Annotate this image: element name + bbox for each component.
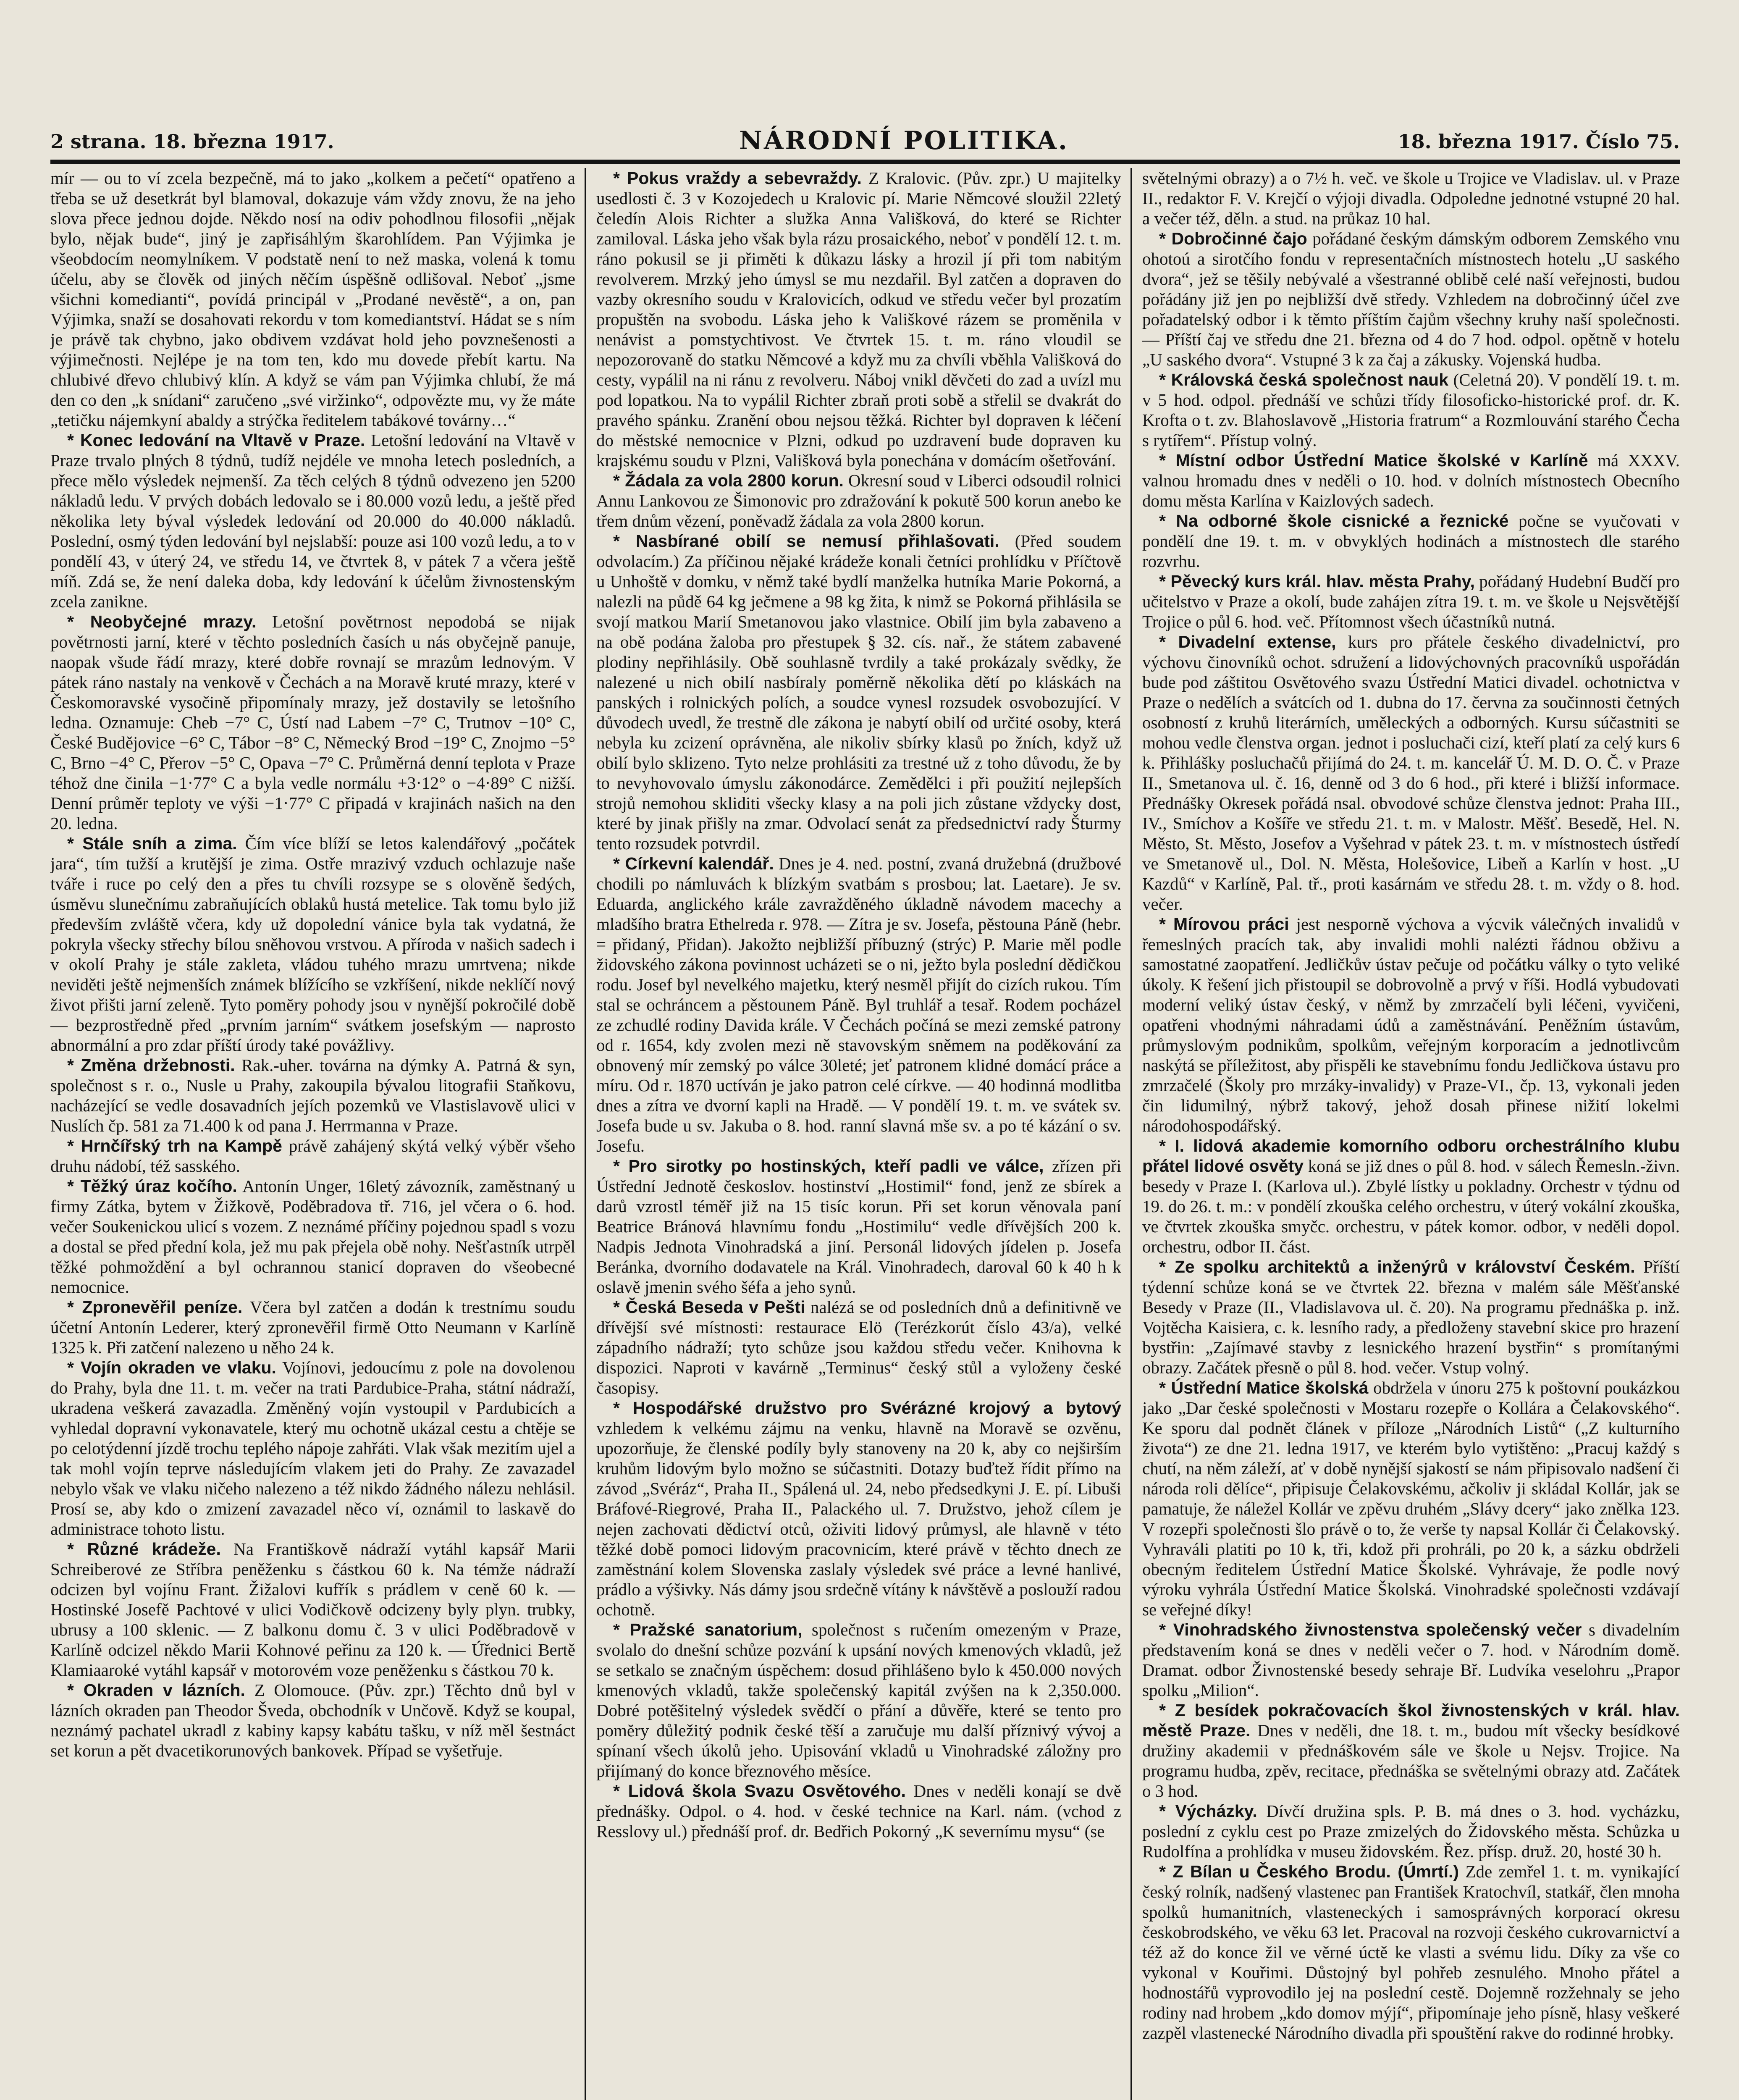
news-body: Z Kralovic. (Pův. zpr.) U majitelky usedlosti č. 3 v Kozojedech u Kralovic pí. Marie Němcové sloužil 22letý čeledín Alois Richter a služka Anna Vališková, do které se Richter zamiloval. Láska jeho však byla rázu prosaického, neboť v pondělí 12. t. m. ráno pokusil se ji přiměti k důkazu lásky a hrozil jí při tom nabitým revolverem. Mrzký jeho úmysl se mu nezdařil. Byl zatčen a dopraven do vazby okresního soudu v Kralovicích, odkud ve středu večer byl prozatím propuštěn na svobodu. Láska jeho k Vališkové rázem se proměnila v nenávist a pomstychtivost. Ve čtvrtek 15. t. m. ráno vloudil se nepozorovaně do statku Němcové a když mu za chvíli vběhla Vališková do cesty, vypálil na ni ránu z revolveru. Náboj vnikl děvčeti do zad a uvízl mu pod lopatkou. Na to vypálil Richter zbraň proti sobě a střelil se dvakrát do pravého spánku. Zranění obou nejsou těžká. Richter byl dopraven k léčení do městské nemocnice v Plzni, odkud po uzdravení bude dopraven ku krajskému soudu v Plzni, Vališková byla ponechána v domácím ošetřování. — [596, 168, 1121, 470]
news-headline: * Zpronevěřil peníze. — [67, 1297, 243, 1317]
news-headline: * Vojín okraden ve vlaku. — [67, 1358, 276, 1377]
news-headline: * Divadelní extense, — [1159, 632, 1336, 651]
news-headline: * Stále sníh a zima. — [67, 834, 237, 853]
news-item — [1142, 1136, 1680, 1257]
news-headline: * Vinohradského živnostenstva společenský večer — [1159, 1620, 1582, 1639]
news-body: Dnes v neděli, dne 18. t. m., budou mít všecky besídkové družiny akademii v přednáškovém sále ve škole u Nejsv. Trojice. Na programu hudba, zpěv, recitace, přednáška se světelnými obrazy atd. Začátek o 3 hod. — [1142, 1721, 1680, 1801]
news-body: právě zahájený skýtá velký výběr všeho druhu nádobí, též sasského. — [50, 1136, 575, 1176]
news-headline: * Pokus vraždy a sebevraždy. — [613, 168, 862, 188]
header-issue-number: 18. března 1917. Číslo 75. — [1398, 130, 1680, 153]
news-body: obdržela v únoru 275 k poštovní poukázkou jako „Dar české společnosti v Mostaru rozepře o Kollára a Čelakovského“. Ke sporu dal podnět článek v příloze „Národních Listů“ („Z kulturního života“) ze dne 21. ledna 1917, ve kterém bylo vytištěno: „Pracuj každý s chutí, na něm záleží, ať v době nynější sjakostí se nám připisovalo nadšení či národa roli dělíce“, připisuje Čelakovskému, ačkoliv ji skládal Kollár, jak se pamatuje, že náležel Kollár ve zpěvu druhém „Slávy dcery“ jako znělka 123. V rozepři společnosti šlo právě o to, že verše ty napsal Kollár či Čelakovský. Vyhraváli platiti po 10 k, tři, kdož při prohráli, po 20 k, a sázku obdrželi obecným ředitelem Ústřední Matice Školské. Vyhrávaje, že podle nový výroku vyhrála Ústřední Matice Školská. Vinohradské společnosti vzdávají se veřejné díky! — [1142, 1378, 1680, 1619]
news-body: Letošní povětrnost nepodobá se nijak povětrnosti jarní, které v těchto posledních časích u nás obyčejně panuje, naopak všude řádí mrazy, které dobře rovnají se mrazům lednovým. V pátek ráno nastaly na venkově v Čechách a na Moravě kruté mrazy, které v Českomoravské vysočině připomínaly mrazy, jež dostavily se letošního ledna. Oznamuje: Cheb −7° C, Ústí nad Labem −7° C, Trutnov −10° C, České Budějovice −6° C, Tábor −8° C, Německý Brod −19° C, Znojmo −5° C, Brno −4° C, Přerov −5° C, Opava −7° C. Průměrná denní teplota v Praze téhož dne činila −1·77° C a byla vedle normálu +3·12° o −4·89° C nižší. Denní průměr teploty ve výši −1·77° C připadá v krajinách našich na den 20. ledna. — [50, 612, 575, 833]
news-body: (Před soudem odvolacím.) Za příčinou nějaké krádeže konali četníci prohlídku v Příčtově u Unhoště v domku, v němž také bydlí manželka hutníka Marie Pokorná, a nalezli na půdě 64 kg ječmene a 98 kg žita, k nimž se Pokorná přihlásila se svojí matkou Marií Smetanovou jako vlastnice. Obilí jim byla zabaveno a na obě podána žaloba pro přestupek § 32. cís. nař., že státem zabavené plodiny nepřihlásily. Obě souhlasně tvrdily a také prokázaly svědky, že nalezené u nich obilí nasbíraly poměrně několika dětí po kláskách na panských i rolnických polích, a soudce vynesl rozsudek osvobozující. V důvodech uvedl, že trestně dle zákona je nabytí obilí od určité osoby, která nebyla ku zcizení oprávněna, ale nikoliv sbírky klasů po žních, když už obilí bylo sklizeno. Tyto nelze prohlásiti za trestné už z toho důvodu, že by to nevyhovovalo úmyslu zákonodárce. Zemědělci i při použití nejlepších strojů nemohou skliditi všecky klasy a na poli jich zůstane vždycky dost, které by jinak přišly na zmar. Odvolací senát za předsednictví rady Šturmy tento rozsudek potvrdil. — [596, 531, 1121, 853]
news-item — [50, 1055, 575, 1136]
news-item — [1142, 1620, 1680, 1700]
column-left — [50, 168, 575, 2100]
news-headline: * Místní odbor Ústřední Matice školské v Karlíně — [1159, 451, 1588, 470]
news-headline: * Česká Beseda v Pešti — [613, 1297, 805, 1317]
article-continuation: mír — ou to ví zcela bezpečně, má to jako „kolkem a pečetí“ opatřeno a třeba se už desetkrát byl blamoval, dokazuje vám vždy znovu, že na jeho slova přece jednou dojde. Někdo nosí na odiv pohodlnou filosofii „nějak bylo, nějak bude“, jiný je zapřisáhlým škarohlídem. Pan Výjimka je všeobdocím neomylníkem. V podstatě není to než maska, volená k tomu účelu, aby se člověk od jiných něčím úspěšně odlišoval. Neboť „jsme všichni komedianti“, povídá principál v „Prodané nevěstě“, a on, pan Výjimka, snaží se dosahovati rekordu v tom komediantství. Hádat se s ním je právě tak chybno, jako obdivem vzdávat hold jeho povznešenosti a výjimečnosti. Nejlépe je na tom ten, kdo mu dovede přebít kartu. Na chlubivé dřevo chlubivý klín. A když se vám pan Výjimka chlubí, že má den co den „k snídani“ zaručeno „své viržinko“, odpovězte mu, vy že máte „tetičku nájemkyní abaldy a strýčka ředitelem tabákové továrny…“ — [50, 168, 575, 430]
news-body: společnost s ručením omezeným v Praze, svolalo do dnešní schůze pozvání k upsání nových kmenových vkladů, jež se setkalo se značným úspěchem: dosud přihlášeno bylo k 450.000 nových kmenových vkladů, takže společenský kapitál zvýšen na k 2,350.000. Dobré potěšitelný výsledek svědčí o přání a důvěře, které se tento pro pomĕry důležitý podnik české těší a zaručuje mu další příznivý vývoj a spínaní všech úkolů jeho. Upisování vkladů u Vinohradské záložny pro přijímaný do konce březnového měsíce. — [596, 1620, 1121, 1780]
news-body: Vojínovi, jedoucímu z pole na dovolenou do Prahy, byla dne 11. t. m. večer na trati Pardubice-Praha, státní nádraží, ukradena veškerá zavazadla. Změněný vojín vystoupil v Pardubicích a vyhledal dopravní vykonavatele, který mu ochotně ukázal cestu a chtěje se po celotýdenní jízdě trochu teplého nápoje zahřáti. Vlak však mezitím ujel a tak mohl vojín teprve následujícím vlakem jeti do Prahy. Ze zavazadel nebylo však ve vlaku ničeho nalezeno a též nikdo žádného nálezu nehlásil. Prosí se, aby kdo o zmizení zavazadel něco ví, oznámil to laskavě do administrace tohoto listu. — [50, 1358, 575, 1538]
news-item — [1142, 1257, 1680, 1378]
news-body: má XXXV. valnou hromadu dnes v neděli o 10. hod. v dolních místnostech Obecního domu města Karlína v Kaizlových sadech. — [1142, 451, 1680, 510]
news-item — [50, 1176, 575, 1297]
news-headline: * Změna držebnosti. — [67, 1055, 235, 1075]
news-headline: * Církevní kalendář. — [613, 854, 774, 873]
news-item — [50, 1357, 575, 1539]
news-body: zřízen při Ústřední Jednotě českoslov. hostinství „Hostimil“ fond, jenž ze sbírek a darů vzrostl téměř již na 15 tisíc korun. Při set korun věnovala paní Beatrice Bránová hlavnímu fondu „Hostimilu“ vedle dřívějších 200 k. Nadpis Jednota Vinohradská a jiní. Personál lidových jídelen p. Josefa Beránka, dvorního dodavatele na Král. Vinohradech, daroval 60 k 40 h k oslavě jmenin svého šéfa a jeho synů. — [596, 1156, 1121, 1297]
news-body: kurs pro přátele českého divadelnictví, pro výchovu činovníků ochot. sdružení a lidovýchovných pracovníků uspořádán bude pod záštitou Osvětového svazu Ústřední Matici divadel. ochotnictva v Praze o nedělích a svátcích od 1. dubna do 17. června za součinnosti četných osobností z kruhů literárních, uměleckých a odborných. Kursu súčastniti se mohou vedle členstva organ. jednot i posluchači cizí, kteří platí za celý kurs 6 k. Přihlášky posluchačů přijímá do 24. t. m. kancelář Ú. M. D. O. Č. v Praze II., Smetanova ul. č. 16, denně od 3 do 6 hod., při které i bližší informace. Přednášky Okresek pořádá nsal. obvodové schůze členstva jednot: Praha III., IV., Smíchov a Košíře ve středu 21. t. m. v Malostr. Měšť. Besedě, Hel. N. Město, St. Město, Josefov a Vyšehrad v pátek 23. t. m. v místnostech ústředí ve Smetanově ul., Dol. N. Města, Holešovice, Libeň a Karlín v host. „U Kazdů“ v Karlíně, Pal. tř., proti kasárnám ve středu 28. t. m. vždy o 8. hod. večer. — [1142, 632, 1680, 914]
news-item — [50, 1136, 575, 1176]
news-item — [596, 470, 1121, 531]
news-item — [1142, 1378, 1680, 1620]
news-headline: * Žádala za vola 2800 korun. — [613, 471, 844, 490]
masthead-title: NÁRODNÍ POLITIKA. — [739, 126, 1069, 155]
news-body: Z Olomouce. (Pův. zpr.) Těchto dnů byl v lázních okraden pan Theodor Šveda, obchodník v Unčově. Když se koupal, neznámý pachatel ukradl z kabiny kapsy kabátu tašku, v níž měl šestnáct set korun a pět dvacetikorunových bankovek. Případ se vyšetřuje. — [50, 1680, 575, 1760]
news-body: Dívčí družina spls. P. B. má dnes o 3. hod. vycházku, poslední z cyklu cest po Praze zmizelých do Židovského města. Schůzka u Rudolfína a prohlídka v museu židovském. Řez. přísp. druž. 20, hosté 30 h. — [1142, 1801, 1680, 1861]
news-item — [1142, 370, 1680, 450]
page-header — [50, 126, 1680, 164]
news-headline: * Na odborné škole cisnické a řeznické — [1159, 511, 1509, 530]
news-body: Zde zemřel 1. t. m. vynikající český rolník, nadšený vlastenec pan František Kratochvíl, statkář, člen mnoha spolků humanitních, vlasteneckých i samosprávných korporací okresu českobrodského, ve věku 63 let. Pracoval na rozvoji českého cukrovarnictví a též až do konce žil ve věrné úctě ke vlasti a svému lidu. Díky za vše co vykonal v Kouřimi. Důstojný byl pohřeb zesnulého. Mnoho přátel a hodnostářů vyprovodilo jej na poslední cestě. Dojemně rozžehnaly se jeho rodiny nad hrobem „kdo domov mýjí“, připomínaje jeho písně, hlasy veškeré zazpěl vlastenecké Národního divadla při spouštění rakve do rodinné hrobky. — [1142, 1862, 1680, 2042]
news-item — [1142, 571, 1680, 632]
news-item — [1142, 450, 1680, 511]
news-body: (Celetná 20). V pondělí 19. t. m. v 5 hod. odpol. přednáší ve schůzi třídy filosoficko-historické prof. dr. K. Krofta o t. zv. Blahoslavově „Historia fratrum“ a Rozmlouvání starého Čecha s rytířem“. Přístup volný. — [1142, 370, 1680, 450]
news-headline: * Nasbírané obilí se nemusí přihlašovati. — [613, 531, 999, 551]
news-body: Dnes v neděli konají se dvě přednášky. Odpol. o 4. hod. v české technice na Karl. nám. (vchod z Resslovy ul.) přednáší prof. dr. Bedřich Pokorný „K severnímu mysu“ (se — [596, 1781, 1121, 1841]
column-right — [1142, 168, 1680, 2100]
news-body: Rak.-uher. továrna na dýmky A. Patrná & syn, společnost s r. o., Nusle u Prahy, zakoupila bývalou litografii Staňkovu, nacházející se vedle dosavadních jejích pozemků ve Vlastislavově ulici v Nuslích čp. 581 za 71.400 k od pana J. Herrmanna v Praze. — [50, 1055, 575, 1135]
news-headline: * Pražské sanatorium, — [613, 1620, 803, 1639]
news-body: Čím více blíží se letos kalendářový „počátek jara“, tím tužší a krutější je zima. Ostře mrazivý vzduch ochlazuje naše tváře i ruce po celý den a přes tu chvíli rozsype se s olověně šedých, úsměvu slunečnímu zabraňujících oblaků hustá metelice. Tak tomu bylo již především zvláště včera, kdy už dopolední vánice byla tak vydatná, že pokryla všecky střechy bílou sněhovou vrstvou. A příroda v našich sadech i v okolí Prahy je stále zakleta, vládou tuhého mrazu umrtvena; nikde neviděti ještě nejmenších známek blížícího se vzkříšení, nikde neklíčí nový život přišti jarní zeleně. Tyto pomĕry pohody jsou v nynější pokročilé době — bezprostředně před „prvním jarním“ svátkem josefským — naprosto abnormální a pro zdar příští úrody také povážlivy. — [50, 834, 575, 1055]
news-item — [596, 1398, 1121, 1620]
news-headline: * Dobročinné čajo — [1159, 229, 1307, 248]
news-body: jest nesporně výchova a výcvik válečných invalidů v řemeslných pracích tak, aby invalidi mohli nalézti řádnou obživu a samostatné zaopatření. Jedličkův ústav pečuje od počátku války o tyto veliké úkoly. K řešení jich přistoupil se dobrovolně a prvý v říši. Hodlá vybudovati moderní veliký ústav český, v němž by zmrzačelí byli léčeni, vyvičeni, opatřeni vhodnými náhradami údů a zaměstnávání. Peněžním ústavům, průmyslovým podnikům, spolkům, veřejným korporacím a jednotlivcům naskýtá se příležitost, aby přispěli ke stavebnímu fondu Jedličkova ústavu pro zmrzačelé (Školy pro mrzáky-invalidy) v Praze-VI., čp. 13, vykonali jeden čin lidumilný, nýbrž takový, jehož dosah přinese nižití lokelmi národohospodářský. — [1142, 914, 1680, 1135]
news-headline: * Mírovou práci — [1159, 914, 1289, 934]
news-body: koná se již dnes o půl 8. hod. v sálech Řemesln.-živn. besedy v Praze I. (Karlova ul.). Zbylé lístky u pokladny. Orchestr v týdnu od 19. do 26. t. m.: v pondělí zkouška celého orchestru, v úterý vokální zkouška, ve čtvrtek zkouška smyčc. orchestru, v pátek komor. odbor, v neděli dopol. orchestru, odbor II. část. — [1142, 1156, 1680, 1256]
news-headline: * Pěvecký kurs král. hlav. města Prahy, — [1159, 572, 1475, 591]
news-headline: * Z besídek pokračovacích škol živnostenských v král. hlav. městě Praze. — [1142, 1701, 1680, 1740]
news-item — [1142, 228, 1680, 370]
news-headline: * Z Bílan u Českého Brodu. (Úmrtí.) — [1159, 1862, 1459, 1881]
column-divider — [585, 168, 586, 2100]
news-item — [50, 1297, 575, 1357]
news-item — [50, 1539, 575, 1680]
news-item — [596, 1620, 1121, 1781]
news-body: pořádaný Hudební Budčí pro učitelstvo v Praze a okolí, bude zahájen zítra 19. t. m. ve škole u Nejsvětější Trojice o půl 6. hod. več. Přítomnost všech účastníků nutná. — [1142, 572, 1680, 631]
news-item — [50, 1680, 575, 1761]
news-item — [1142, 1861, 1680, 2043]
column-divider — [1130, 168, 1132, 2100]
news-headline: * Neobyčejné mrazy. — [67, 612, 257, 631]
news-body: Na Františkově nádraží vytáhl kapsář Marii Schreiberové ze Stříbra peněženku s částkou 60 k. Na témže nádraží odcizen byl vojínu Frant. Žižalovi kufřík s prádlem v ceně 60 k. — Hostinské Josefě Pachtové v ulici Vodičkově odcizeny byly plyn. trubky, ubrusy a 100 sklenic. — Z balkonu domu č. 3 v ulici Poděbradově v Karlíně odcizel někdo Marii Kohnové peřinu za 120 k. — Úřednici Bertě Klamiaaroké vytáhl kapsář v motorovém voze peněženku s částkou 70 k. — [50, 1539, 575, 1680]
news-item — [596, 531, 1121, 853]
news-item — [1142, 1801, 1680, 1861]
news-headline: * Hrnčířský trh na Kampě — [67, 1136, 282, 1155]
news-headline: * Těžký úraz kočího. — [67, 1176, 237, 1196]
news-item — [596, 1297, 1121, 1398]
news-body: počne se vyučovati v pondělí dne 19. t. m. v obvyklých hodinách a místnostech dle starého rozvrhu. — [1142, 511, 1680, 571]
news-item — [1142, 914, 1680, 1136]
news-body: vzhledem k velkému zájmu na venku, hlavně na Moravě se ozvěnu, upozorňuje, že členské podíly byly stanoveny na 20 k, aby co nejširším kruhům lidovým bylo možno se súčastniti. Dotazy buďtež řídit přímo na závod „Svéráz“, Praha II., Spálená ul. 24, nebo předsedkyni J. E. pí. Libuši Bráfové-Riegrové, Praha II., Palackého ul. 7. Družstvo, jehož cílem je nejen zachovati dědictví otců, oživiti lidový průmysl, ale hlavně v této těžké době pomoci lidovým pracovnicím, které právě v těchto dnech ze zaměstnání kolem Slovenska zaslaly výsledek své práce a levné hanlivé, prádlo a výšivky. Nás dámy jsou srdečně vítány k návštěvě a poslouží radou ochotně. — [596, 1418, 1121, 1619]
news-body: s divadelním představením koná se dnes v neděli večer o 7. hod. v Národním domě. Dramat. odbor Živnostenské besedy sehraje Bř. Ludvíka veselohru „Prapor spolku „Milion“. — [1142, 1620, 1680, 1700]
news-headline: * Konec ledování na Vltavě v Praze. — [67, 430, 365, 450]
news-headline: * Ústřední Matice školská — [1159, 1378, 1369, 1397]
news-body: Okresní soud v Liberci odsoudil rolnici Annu Lankovou ze Šimonovic pro zdražování k pokutě 500 korun anebo ke třem dnům vězení, poněvadž žádala za vola 2800 korun. — [596, 471, 1121, 530]
news-item — [1142, 511, 1680, 571]
news-headline: * Hospodářské družstvo pro Svérázné krojový a bytový — [613, 1398, 1121, 1418]
news-body: pořádané českým dámským odborem Zemského vnu ohotoú a sirotčího fondu v representačních místnostech hotelu „U saského dvora“, jež se těšily nebývalé a všestranné oblibě celé naší veřejnosti, budou pořádány již jen po nejbližší dvě středy. Vzhledem na dobročinný účel zve pořadatelský odbor i k těmto příštím čajům všechny kruhy naší společnosti. — Příští čaj ve středu dne 21. března od 4 do 7 hod. odpol. opětně v hotelu „U saského dvora“. Vstupné 3 k za čaj a zákusky. Vojenská hudba. — [1142, 229, 1680, 369]
news-body: nalézá se od posledních dnů a definitivně ve dřívější své místnosti: restaurace Elö (Terézkorút číslo 43/a), velké západního nádraží; tyto schůze jsou každou středu večer. Knihovna k dispozici. Naproti v kavárně „Terminus“ český stůl a vyloženy české časopisy. — [596, 1297, 1121, 1397]
header-page-date: 2 strana. 18. března 1917. — [50, 130, 334, 153]
news-item — [50, 430, 575, 612]
news-item — [596, 1781, 1121, 1841]
news-item — [1142, 632, 1680, 914]
news-item — [596, 853, 1121, 1156]
news-item — [50, 612, 575, 833]
article-continuation: světelnými obrazy) a o 7½ h. več. ve škole u Trojice ve Vladislav. ul. v Praze II., redaktor F. V. Krejčí o výjoji divadla. Odpoledne jednotné vstupné 20 hal. a večer též, děln. a stud. na průkaz 10 hal. — [1142, 168, 1680, 228]
news-body: Příští týdenní schůze koná se ve čtvrtek 22. března v malém sále Měšťanské Besedy v Praze (II., Vladislavova ul. č. 20). Na programu přednáška p. inž. Vojtěcha Kaisiera, c. k. lesního rady, a předloženy stavební skice pro hrazení bystřin: „Zajímavé stavby z lesnického hrazení bystřin“ s promítanými obrazy. Začátek přesně o půl 8. hod. večer. Vstup volný. — [1142, 1257, 1680, 1377]
news-headline: * Ze spolku architektů a inženýrů v království Českém. — [1159, 1257, 1635, 1276]
news-body: Včera byl zatčen a dodán k trestnímu soudu účetní Antonín Lederer, který zpronevěřil firmě Otto Neumann v Karlíně 1325 k. Při zatčení nalezeno u něho 24 k. — [50, 1297, 575, 1357]
news-body: Dnes je 4. ned. postní, zvaná družebná (družbové chodili po námluvách k blízkým svatbám s prosbou; lat. Laetare). Je sv. Eduarda, anglického krále zavražděného úkladně návodem macechy a mladšího bratra Ethelreda r. 978. — Zítra je sv. Josefa, pěstouna Páně (hebr. = přidaný, Přidan). Jakožto nejbližší příbuzný (strýc) P. Marie měl podle židovského zákona povinnost ucházeti se o ni, ježto byla poslední dědičkou rodu. Josef byl nevelkého majetku, který nesměl přijít do cizích rukou. Tím stal se ochráncem a pěstounem Páně. Byl truhlář a tesař. Rodem pocházel ze zchudlé rodiny Davida krále. V Čechách počíná se mezi zemské patrony od r. 1654, kdy zvolen mezi ně stavovským sněmem na poděkování za obnovený mír zemský po válce 30leté; jeť patronem klidné domácí práce a míru. Od r. 1870 uctíván je jako patron celé církve. — 40 hodinná modlitba dnes a zítra ve dvorní kapli na Hradě. — V pondělí 19. t. m. ve svátek sv. Josefa bude u sv. Jakuba o 8. hod. ranní slavná mše sv. a po té kázání o sv. Josefu. — [596, 854, 1121, 1155]
news-headline: * Lidová škola Svazu Osvětového. — [613, 1781, 906, 1801]
news-item — [596, 1156, 1121, 1297]
news-item — [596, 168, 1121, 470]
news-headline: * Různé krádeže. — [67, 1539, 221, 1559]
news-item — [50, 833, 575, 1055]
news-headline: * Výcházky. — [1159, 1801, 1257, 1821]
news-body: Antonín Unger, 16letý závozník, zaměstnaný u firmy Zátka, bytem v Žižkově, Poděbradova tř. 716, jel včera o 6. hod. večer Soukenickou ulicí s vozem. Z neznámé příčiny pojednou spadl s vozu a dostal se před přední kola, jež mu pak přejela obě nohy. Nešťastník utrpěl těžké pohmoždění a byl ochrannou stanicí dopraven do všeobecné nemocnice. — [50, 1176, 575, 1297]
column-middle — [596, 168, 1121, 2100]
news-headline: * Královská česká společnost nauk — [1159, 370, 1448, 389]
news-headline: * Pro sirotky po hostinských, kteří padli ve válce, — [613, 1156, 1044, 1176]
news-headline: * I. lidová akademie komorního odboru orchestrálního klubu přátel lidové osvěty — [1142, 1136, 1680, 1176]
news-body: Letošní ledování na Vltavě v Praze trvalo plných 8 týdnů, tudíž nejdéle ve mnoha letech posledních, a přece mělo výsledek nejmenší. Za těch celých 8 týdnů odvezeno jen 5200 nákladů ledu. V prvých dobách ledovalo se i 80.000 vozů ledu, a ještě před několika lety býval výsledek ledování od 20.000 do 40.000 nákladů. Poslední, osmý týden ledování byl nejslabší: pouze asi 100 vozů ledu, a to v pondělí 43, v úterý 24, ve středu 14, ve čtvrtek 8, v pátek 7 a včera ještě míň. Zdá se, že není daleka doba, kdy ledování k účelům živnostenským zcela zanikne. — [50, 430, 575, 611]
news-item — [1142, 1700, 1680, 1801]
news-headline: * Okraden v lázních. — [67, 1680, 245, 1700]
